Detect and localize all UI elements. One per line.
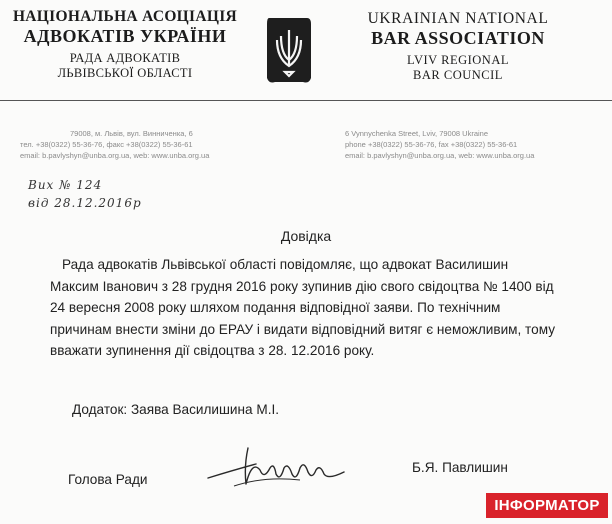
header-divider <box>0 100 612 101</box>
trident-emblem-icon <box>263 14 315 88</box>
contact-ua-address: 79008, м. Львів, вул. Винниченка, 6 <box>70 129 193 138</box>
contact-ua-phones: тел. +38(0322) 55-36-76, факс +38(0322) 55-36-61 <box>20 140 193 149</box>
letterhead-ua-line4: ЛЬВІВСЬКОЇ ОБЛАСТІ <box>57 66 193 80</box>
letterhead-ua-line2: АДВОКАТІВ УКРАЇНИ <box>23 26 227 46</box>
contacts-english <box>345 128 605 161</box>
letterhead-en-line1: UKRAINIAN NATIONAL <box>367 10 549 27</box>
body-line-3: 24 вересня 2008 року шляхом подання відповідної заяви. По технічним <box>50 300 501 315</box>
contact-en-phones: phone +38(0322) 55-36-76, fax +38(0322) 55-36-61 <box>345 140 518 149</box>
registration-date: від 28.12.2016р <box>28 196 142 210</box>
document-body <box>50 254 562 362</box>
body-line-2: Максим Іванович з 28 грудня 2016 року зупинив дію свого свідоцтва № 1400 від <box>50 278 554 294</box>
body-line-1: Рада адвокатів Львівської області повідомляє, що адвокат Василишин <box>62 257 509 272</box>
letterhead-ua-line3: РАДА АДВОКАТІВ <box>69 51 181 65</box>
letterhead-english <box>348 10 568 83</box>
contact-en-email: email: b.pavlyshyn@unba.org.ua, web: www.unba.org.ua <box>345 151 535 160</box>
signatory-name: Б.Я. Павлишин <box>412 460 508 475</box>
contact-en-address: 6 Vynnychenka Street, Lviv, 79008 Ukraine <box>345 129 488 138</box>
letterhead-en-line3: LVIV REGIONAL <box>407 53 509 67</box>
body-line-5: вважати зупинення дії свідоцтва з 28. 12.2016 року. <box>50 343 375 358</box>
informator-logo: ІНФОРМАТОР <box>486 493 608 518</box>
attachment-note: Додаток: Заява Василишина М.І. <box>72 402 280 417</box>
document-title: Довідка <box>280 228 332 244</box>
signature-label: Голова Ради <box>68 472 148 487</box>
registration-number: Вих № 124 <box>28 178 103 192</box>
body-line-4: причинам внести зміни до ЕРАУ і видати відповідний витяг є неможливим, тому <box>50 321 555 337</box>
letterhead-ua-line1: НАЦІОНАЛЬНА АСОЦІАЦІЯ <box>12 8 238 25</box>
contact-ua-email: email: b.pavlyshyn@unba.org.ua, web: www.unba.org.ua <box>20 151 210 160</box>
letterhead-en-line2: BAR ASSOCIATION <box>371 28 545 48</box>
letterhead-en-line4: BAR COUNCIL <box>413 68 503 82</box>
contacts-ukrainian <box>20 128 270 161</box>
letterhead-ukrainian <box>10 8 240 81</box>
handwritten-signature <box>204 440 354 490</box>
